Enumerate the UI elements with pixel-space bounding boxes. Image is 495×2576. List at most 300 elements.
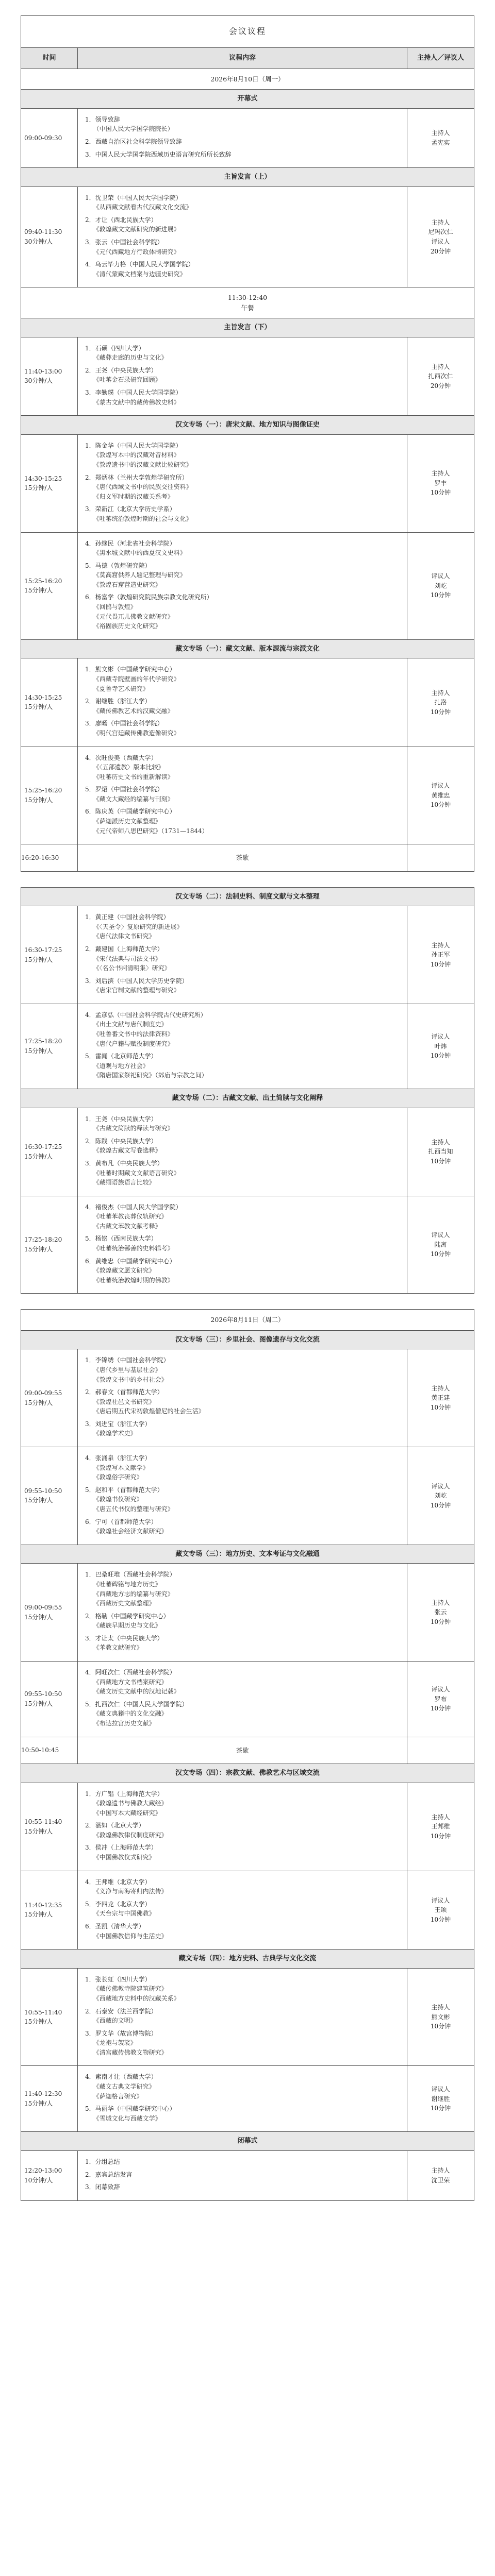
speaker: 5．罗炤（中国社会科学院） — [85, 786, 163, 793]
paper-title: 《敦煌石窟营造史研究》 — [93, 581, 161, 588]
session-time — [21, 337, 78, 416]
host-line: 罗丰 — [434, 479, 447, 487]
section-row — [21, 90, 474, 109]
host-line: 10分钟 — [430, 1403, 451, 1411]
time-line: 15分钟/人 — [24, 1047, 53, 1055]
agenda-item — [85, 366, 400, 385]
paper-title: 《萨迦派历史文献整理》 — [93, 818, 161, 825]
paper-title: 《敦煌社会经济文献研究》 — [93, 1528, 168, 1535]
section-row — [21, 1764, 474, 1783]
session-host — [407, 337, 474, 416]
speaker: 3．才让太（中央民族大学） — [85, 1634, 163, 1642]
speaker: 4．褚俊杰（中国人民大学国学院） — [85, 1203, 182, 1211]
host-line: 黄正建 — [431, 1394, 450, 1402]
paper-title: 《吐蕃时期藏文文献语言研究》 — [93, 1169, 180, 1177]
agenda-item — [85, 1843, 400, 1862]
speaker: 1．沈卫荣（中国人民大学国学院） — [85, 194, 182, 201]
paper-title: 《清宫藏传佛教文物研究》 — [93, 2048, 168, 2056]
agenda-item — [85, 215, 400, 234]
paper-title: 《西藏地方志的编纂与研究》 — [93, 1590, 174, 1598]
agenda-item — [85, 1257, 400, 1285]
break-time: 10:50-10:45 — [21, 1737, 78, 1764]
paper-title: 《藏文典籍中的文化交融》 — [93, 1710, 168, 1718]
agenda-item — [85, 1485, 400, 1514]
paper-title: 《夏鲁寺艺术研究》 — [93, 685, 149, 692]
host-line: 主持人 — [431, 1384, 450, 1392]
host-line: 10分钟 — [430, 2105, 451, 2112]
section-title: 主旨发言（下） — [21, 318, 474, 337]
host-line: 主持人 — [431, 363, 450, 370]
host-line: 评议人 — [431, 1033, 450, 1041]
speaker: 2．湛如（北京大学） — [85, 1822, 145, 1829]
session-host — [407, 187, 474, 287]
session-content — [78, 1871, 407, 1950]
agenda-item — [85, 344, 400, 363]
paper-title: 《藏传佛教寺院建筑研究》 — [93, 1985, 168, 1993]
agenda-item — [85, 150, 400, 160]
paper-title: 《吐蕃碑铭与地方历史》 — [93, 1580, 161, 1588]
paper-title: 《西藏地方史料中的汉藏关系》 — [93, 1994, 180, 2002]
lunch-cell — [21, 287, 474, 318]
session-content — [78, 2150, 407, 2200]
speaker: 6．杨富学（敦煌研究院民族宗教文化研究所） — [85, 594, 213, 601]
paper-title: 《藏文大藏经的编纂与刊刻》 — [93, 795, 174, 803]
session-row — [21, 2066, 474, 2132]
session-time — [21, 1662, 78, 1737]
speaker: 2．嘉宾总结发言 — [85, 2171, 133, 2178]
time-line: 11:40-12:35 — [24, 1901, 62, 1909]
agenda-item — [85, 2157, 400, 2167]
host-line: 10分钟 — [430, 1618, 451, 1625]
section-title: 藏文专场（二）：古藏文文献、出土简牍与文化阐释 — [21, 1089, 474, 1108]
speaker: 2．王尧（中央民族大学） — [85, 366, 157, 374]
session-content — [78, 1108, 407, 1196]
speaker: 5．雷闻（北京师范大学） — [85, 1053, 157, 1060]
paper-title: 《清代蒙藏文档案与边疆史研究》 — [93, 270, 186, 278]
paper-title: 《唐代西域文书中的民族交往资料》 — [93, 483, 192, 491]
host-line: 叶炜 — [434, 1042, 447, 1050]
break-row — [21, 1737, 474, 1764]
section-row — [21, 887, 474, 906]
section-title: 汉文专场（一）：唐宋文献、地方知识与图像证史 — [21, 416, 474, 435]
host-line: 主持人 — [431, 1599, 450, 1606]
host-line: 主持人 — [431, 2004, 450, 2011]
host-line: 评议人 — [431, 1685, 450, 1693]
section-row — [21, 1089, 474, 1108]
host-line: 主持人 — [431, 470, 450, 478]
session-row — [21, 1662, 474, 1737]
speaker: 4．王邦维（北京大学） — [85, 1878, 151, 1886]
time-line: 15分钟/人 — [24, 484, 53, 492]
session-time — [21, 1349, 78, 1447]
speaker: 2．西藏自治区社会科学院领导致辞 — [85, 138, 182, 145]
paper-title: 《元代畏兀儿佛教文献研究》 — [93, 613, 174, 620]
time-line: 11:40-12:30 — [24, 2090, 62, 2098]
paper-title: 《藏文古典文学研究》 — [93, 2083, 155, 2091]
agenda-item — [85, 1114, 400, 1133]
session-host — [407, 2066, 474, 2132]
session-host — [407, 1871, 474, 1950]
session-row — [21, 2150, 474, 2200]
host-line: 孙正军 — [431, 951, 450, 959]
section-row — [21, 639, 474, 658]
host-line: 10分钟 — [430, 1832, 451, 1840]
speaker: 1．巴桑旺堆（西藏社会科学院） — [85, 1571, 176, 1579]
paper-title: 《从西藏文献看古代汉藏文化交流》 — [93, 204, 192, 211]
session-time — [21, 1968, 78, 2066]
session-row — [21, 1783, 474, 1871]
host-line: 扎西次仁 — [428, 372, 453, 380]
agenda-item — [85, 1668, 400, 1697]
speaker: 2．谢继胜（浙江大学） — [85, 698, 151, 705]
paper-title: 《吐蕃历史文书的重新解读》 — [93, 773, 174, 781]
session-row — [21, 1871, 474, 1950]
col-time-header: 时间 — [21, 47, 78, 69]
paper-title: 《黑水城文献中的西夏汉文史料》 — [93, 549, 186, 557]
lunch-time: 11:30-12:40 — [227, 294, 268, 302]
speaker: 3．刘后滨（中国人民大学历史学院） — [85, 977, 188, 985]
host-line: 10分钟 — [430, 960, 451, 968]
speaker: 1．张长虹（四川大学） — [85, 1975, 151, 1983]
paper-title: 《敦煌遗书与佛教大藏经》 — [93, 1800, 168, 1807]
date-row — [21, 1310, 474, 1330]
time-line: 14:30-15:25 — [24, 474, 62, 482]
agenda-item — [85, 504, 400, 523]
speaker: 1．李锦绣（中国社会科学院） — [85, 1357, 170, 1364]
speaker: 5．杨铭（西南民族大学） — [85, 1235, 157, 1243]
agenda-item — [85, 137, 400, 147]
host-line: 扎洛 — [434, 699, 447, 706]
agenda-title: 会议议程 — [21, 16, 474, 48]
agenda-header-row — [21, 47, 474, 69]
session-host — [407, 1783, 474, 1871]
host-line: 10分钟 — [430, 1705, 451, 1713]
section-row — [21, 1330, 474, 1349]
session-content — [78, 1447, 407, 1545]
time-line: 15分钟/人 — [24, 1911, 53, 1919]
session-content — [78, 434, 407, 532]
break-row — [21, 844, 474, 871]
paper-title: 《吐鲁番文书中的法律资料》 — [93, 1030, 174, 1038]
paper-title: 《敦煌俗字研究》 — [93, 1473, 143, 1481]
paper-title: 《义净与南海寄归内法传》 — [93, 1888, 168, 1895]
time-line: 09:55-10:50 — [24, 1690, 62, 1698]
host-line: 20分钟 — [430, 247, 451, 255]
time-line: 10:55-11:40 — [24, 1818, 62, 1825]
time-line: 16:30-17:25 — [24, 946, 62, 954]
host-line: 主持人 — [431, 941, 450, 949]
paper-title: 《敦煌古藏文写卷选释》 — [93, 1147, 161, 1155]
section-title: 汉文专场（二）：法制史料、制度文献与文本整理 — [21, 887, 474, 906]
agenda-item — [85, 1922, 400, 1941]
agenda-item — [85, 1234, 400, 1253]
paper-title: 《中国写本大藏经研究》 — [93, 1809, 161, 1817]
paper-title: 《藏族早期历史与文化》 — [93, 1622, 161, 1630]
session-content — [78, 1662, 407, 1737]
agenda-item — [85, 912, 400, 941]
time-line: 09:00-09:55 — [24, 1604, 62, 1612]
session-row — [21, 532, 474, 639]
paper-title: 《元代帝师八思巴研究》（1731—1844） — [93, 827, 208, 835]
agenda-item — [85, 441, 400, 470]
paper-title: 《宋代法典与司法文书》 — [93, 955, 161, 962]
speaker: 1．陈金华（中国人民大学国学院） — [85, 442, 182, 449]
paper-title: 《唐代法律文书研究》 — [93, 933, 155, 940]
speaker: 3．中国人民大学国学院西域历史语言研究所所长致辞 — [85, 150, 232, 158]
agenda-item — [85, 539, 400, 558]
col-host-header: 主持人／评议人 — [407, 47, 474, 69]
paper-title: 《藏传佛教艺术的汉藏交融》 — [93, 707, 174, 715]
session-row — [21, 747, 474, 844]
host-line: 10分钟 — [430, 801, 451, 809]
host-line: 王颂 — [434, 1906, 447, 1914]
section-row — [21, 168, 474, 187]
agenda-item — [85, 976, 400, 995]
session-row — [21, 1196, 474, 1294]
host-line: 评议人 — [431, 1482, 450, 1490]
paper-title: 《归义军时期的汉藏关系考》 — [93, 493, 174, 500]
paper-title: 《蒙古文献中的藏传佛教史料》 — [93, 398, 180, 406]
host-line: 谢继胜 — [431, 2095, 450, 2103]
lunch-row — [21, 287, 474, 318]
host-line: 刘屹 — [434, 582, 447, 589]
agenda-page-2 — [21, 887, 474, 1294]
agenda-table-3 — [21, 1309, 474, 2200]
paper-title: 《敦煌写本文献学》 — [93, 1464, 149, 1471]
agenda-item — [85, 1612, 400, 1631]
host-line: 10分钟 — [430, 1501, 451, 1509]
session-host — [407, 1662, 474, 1737]
speaker: 3．荣新江（北京大学历史学系） — [85, 505, 176, 513]
agenda-item — [85, 1202, 400, 1231]
session-row — [21, 1564, 474, 1662]
paper-title: 《敦煌佛教律仪制度研究》 — [93, 1831, 168, 1839]
col-content-header: 议程内容 — [78, 47, 407, 69]
break-time: 16:20-16:30 — [21, 844, 78, 871]
section-title: 藏文专场（三）：地方历史、文本考证与文化融通 — [21, 1545, 474, 1564]
paper-title: 《西藏寺院壁画的年代学研究》 — [93, 675, 180, 683]
speaker: 2．格勒（中国藏学研究中心） — [85, 1612, 170, 1620]
agenda-item — [85, 1453, 400, 1482]
host-line: 10分钟 — [430, 1052, 451, 1060]
speaker: 1．熊文彬（中国藏学研究中心） — [85, 666, 176, 673]
paper-title: 《道观与地方社会》 — [93, 1062, 149, 1070]
session-content — [78, 532, 407, 639]
session-time — [21, 2066, 78, 2132]
agenda-item — [85, 473, 400, 502]
paper-title: 《中国佛教信仰与生活史》 — [93, 1932, 168, 1940]
paper-title: 《吐蕃统治鄯善的史料辑考》 — [93, 1245, 174, 1252]
time-line: 15:25-16:20 — [24, 577, 62, 585]
session-host — [407, 1968, 474, 2066]
paper-title: 《裕固族历史文化研究》 — [93, 622, 161, 630]
speaker: 3．廖旸（中国社会科学院） — [85, 720, 163, 727]
speaker: 2．郑炳林（兰州大学敦煌学研究所） — [85, 473, 188, 481]
speaker: 3．张云（中国社会科学院） — [85, 239, 163, 246]
time-line: 09:00-09:55 — [24, 1389, 62, 1397]
time-line: 15:25-16:20 — [24, 787, 62, 794]
paper-title: 《唐代户籍与赋役制度研究》 — [93, 1040, 174, 1047]
time-line: 15分钟/人 — [24, 1827, 53, 1835]
session-time — [21, 532, 78, 639]
speaker: 1．黄正建（中国社会科学院） — [85, 913, 170, 921]
speaker: 4．乌云毕力格（中国人民大学国学院） — [85, 261, 194, 268]
agenda-item — [85, 1137, 400, 1156]
host-line: 沈卫荣 — [431, 2176, 450, 2184]
time-line: 15分钟/人 — [24, 1153, 53, 1160]
session-row — [21, 1447, 474, 1545]
agenda-item — [85, 2104, 400, 2123]
section-title: 闭幕式 — [21, 2132, 474, 2151]
time-line: 09:40-11:30 — [24, 228, 62, 236]
time-line: 15分钟/人 — [24, 703, 53, 711]
paper-title: 《藏文历史文献中的汉地记载》 — [93, 1688, 180, 1696]
speaker: 2．戴建国（上海师范大学） — [85, 945, 163, 953]
session-content — [78, 1004, 407, 1089]
host-line: 评议人 — [431, 2086, 450, 2093]
agenda-item — [85, 944, 400, 973]
time-line: 15分钟/人 — [24, 1497, 53, 1504]
agenda-item — [85, 1387, 400, 1416]
time-line: 17:25-18:20 — [24, 1236, 62, 1244]
host-line: 10分钟 — [430, 1157, 451, 1165]
section-row — [21, 416, 474, 435]
session-time — [21, 1447, 78, 1545]
break-empty — [407, 844, 474, 871]
host-line: 主持人 — [431, 129, 450, 137]
agenda-item — [85, 115, 400, 134]
time-line: 15分钟/人 — [24, 956, 53, 963]
session-host — [407, 108, 474, 167]
session-time — [21, 1196, 78, 1294]
paper-title: 《西藏地方文书档案研究》 — [93, 1678, 168, 1686]
host-line: 10分钟 — [430, 708, 451, 716]
paper-title: 《雪域文化与西藏文学》 — [93, 2114, 161, 2122]
time-line: 14:30-15:25 — [24, 693, 62, 701]
paper-title: 《敦煌藏文愿文研究》 — [93, 1267, 155, 1275]
break-empty — [407, 1737, 474, 1764]
agenda-item — [85, 1789, 400, 1818]
host-line: 主持人 — [431, 1138, 450, 1146]
session-content — [78, 747, 407, 844]
session-host — [407, 434, 474, 532]
session-content — [78, 658, 407, 747]
agenda-item — [85, 807, 400, 836]
speaker: 4．索南才让（西藏大学） — [85, 2073, 157, 2081]
paper-title: 《敦煌遗书中的汉藏文献比较研究》 — [93, 461, 192, 468]
host-line: 张云 — [434, 1608, 447, 1616]
host-line: 主持人 — [431, 1813, 450, 1821]
time-line: 15分钟/人 — [24, 1399, 53, 1406]
time-line: 15分钟/人 — [24, 587, 53, 595]
paper-title: 《藏彝走廊的历史与文化》 — [93, 354, 168, 362]
paper-title: 《敦煌学术史》 — [93, 1430, 137, 1437]
time-line: 11:40-13:00 — [24, 367, 62, 375]
host-line: 熊文彬 — [431, 2013, 450, 2021]
session-row — [21, 906, 474, 1004]
speaker: 6．圣凯（清华大学） — [85, 1923, 145, 1930]
speaker: 3．刘进宝（浙江大学） — [85, 1420, 151, 1428]
agenda-item — [85, 1975, 400, 2004]
paper-title: 《西藏历史文献整理》 — [93, 1600, 155, 1607]
session-content — [78, 337, 407, 416]
break-label: 茶歇 — [78, 1737, 407, 1764]
paper-title: 《唐后期五代宋初敦煌僧尼的社会生活》 — [93, 1408, 205, 1415]
speaker: 4．阿旺次仁（西藏社会科学院） — [85, 1669, 176, 1676]
speaker: 5．赵和平（首都师范大学） — [85, 1486, 163, 1494]
session-content — [78, 187, 407, 287]
session-date: 2026年8月11日（周二） — [21, 1310, 474, 1330]
agenda-item — [85, 1517, 400, 1536]
paper-title: 《敦煌写本中的汉藏对音材料》 — [93, 451, 180, 459]
agenda-item — [85, 2072, 400, 2101]
paper-title: 《莫高窟供养人题记整理与研究》 — [93, 571, 186, 579]
speaker: 6．陈庆英（中国藏学研究中心） — [85, 808, 176, 816]
session-content — [78, 906, 407, 1004]
session-content — [78, 1349, 407, 1447]
host-line: 陆离 — [434, 1241, 447, 1248]
paper-title: 《敦煌社邑文书研究》 — [93, 1398, 155, 1405]
speaker: 1．石硕（四川大学） — [85, 344, 145, 352]
session-time — [21, 187, 78, 287]
paper-title: 《唐宋官制文献的整理与研究》 — [93, 987, 180, 994]
section-title: 汉文专场（三）：乡里社会、图像遗存与文化交流 — [21, 1330, 474, 1349]
agenda-page — [21, 15, 474, 872]
host-line: 评议人 — [431, 1896, 450, 1904]
host-line: 20分钟 — [430, 382, 451, 389]
session-row — [21, 108, 474, 167]
section-title: 藏文专场（四）：地方史料、古典学与文化交流 — [21, 1950, 474, 1969]
time-line: 09:55-10:50 — [24, 1487, 62, 1495]
host-line: 10分钟 — [430, 1916, 451, 1923]
session-row — [21, 1004, 474, 1089]
agenda-item — [85, 2182, 400, 2192]
time-line: 30分钟/人 — [24, 377, 53, 385]
agenda-item — [85, 697, 400, 716]
session-row — [21, 1968, 474, 2066]
paper-title: 《古藏文苯教文献考释》 — [93, 1222, 161, 1230]
session-host — [407, 1349, 474, 1447]
host-line: 扎西当知 — [428, 1148, 453, 1156]
paper-title: 《隋唐国家祭祀研究》（郊庙与宗教之间） — [93, 1072, 208, 1079]
paper-title: 《藏缅语族语言比较》 — [93, 1179, 155, 1187]
session-content — [78, 1783, 407, 1871]
paper-title: 《出土文献与唐代制度史》 — [93, 1021, 168, 1028]
agenda-item — [85, 1700, 400, 1728]
paper-title: 《萨迦格言研究》 — [93, 2092, 143, 2100]
speaker: 4．孙继民（河北省社会科学院） — [85, 539, 176, 547]
paper-title: 《唐五代书仪的整理与研究》 — [93, 1505, 174, 1513]
agenda-item — [85, 785, 400, 804]
session-host — [407, 1004, 474, 1089]
speaker: 1．方广锠（上海师范大学） — [85, 1790, 163, 1798]
paper-title: 《吐蕃统治敦煌时期的佛教》 — [93, 1276, 174, 1284]
paper-title: 《西藏的文明》 — [93, 2017, 137, 2025]
agenda-page-3 — [21, 1309, 474, 2200]
speaker: 4．次旺俊美（西藏大学） — [85, 754, 157, 761]
time-line: 15分钟/人 — [24, 2018, 53, 2026]
session-time — [21, 1871, 78, 1950]
time-line: 17:25-18:20 — [24, 1038, 62, 1045]
date-row — [21, 69, 474, 89]
paper-title: 《敦煌书仪研究》 — [93, 1496, 143, 1503]
agenda-item — [85, 2007, 400, 2026]
time-line: 15分钟/人 — [24, 1246, 53, 1253]
section-title: 藏文专场（一）：藏文文献、版本源流与宗派文化 — [21, 639, 474, 658]
host-line: 10分钟 — [430, 2023, 451, 2030]
agenda-item — [85, 1355, 400, 1384]
agenda-item — [85, 238, 400, 257]
